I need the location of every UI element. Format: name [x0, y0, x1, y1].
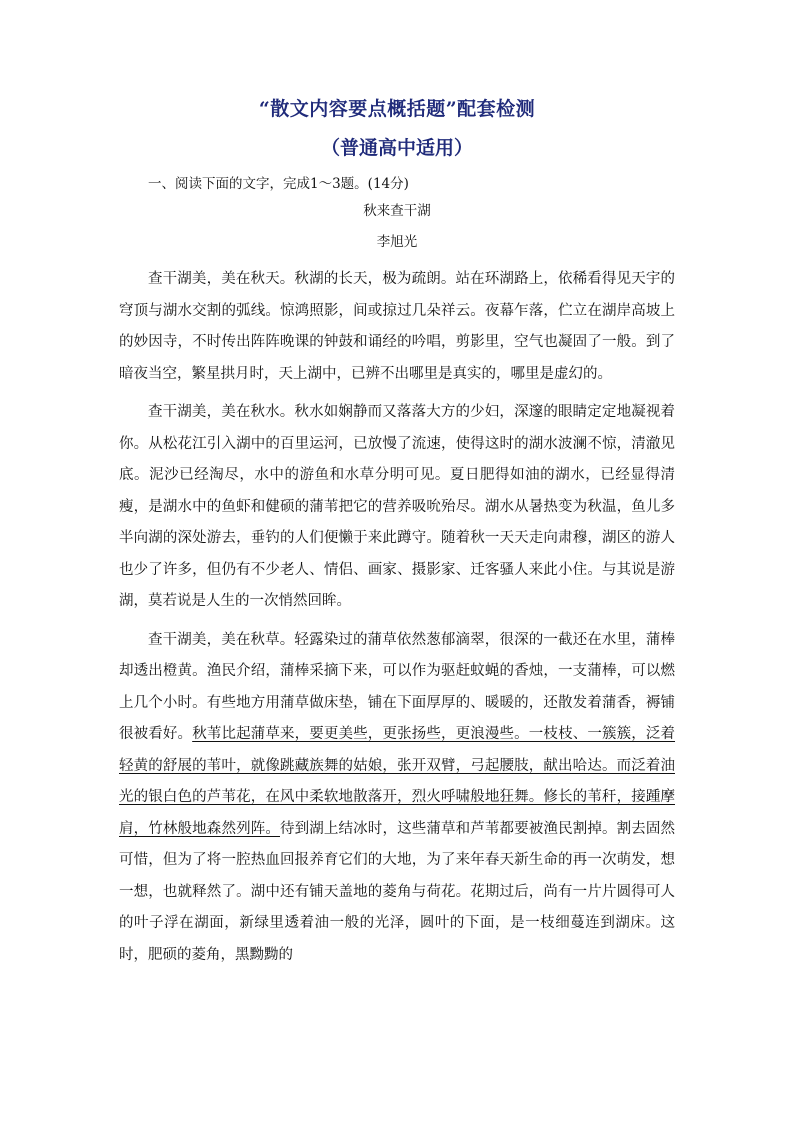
paragraph-1: 查干湖美，美在秋天。秋湖的长天，极为疏朗。站在环湖路上，依稀看得见天宇的穹顶与湖水交割的弧线。惊鸿照影，间或掠过几朵祥云。夜幕乍落，伫立在湖岸高坡上的妙因寺，不时传出阵阵晚课的钟鼓和诵经的吟唱，剪影里，空气也凝固了一般。到了暗夜当空，繁星拱月时，天上湖中，已辨不出哪里是真实的，哪里是虚幻的。	[119, 271, 675, 382]
paragraph-2: 查干湖美，美在秋水。秋水如娴静而又落落大方的少妇，深邃的眼睛定定地凝视着你。从松花江引入湖中的百里运河，已放慢了流速，使得这时的湖水波澜不惊，清澈见底。泥沙已经淘尽，水中的游鱼和水草分明可见。夏日肥得如油的湖水，已经显得清瘦，是湖水中的鱼虾和健硕的蒲苇把它的营养吸吮殆尽。湖水从暑热变为秋温，鱼儿多半向湖的深处游去，垂钓的人们便懒于来此蹲守。随着秋一天天走向肃穆，湖区的游人也少了许多，但仍有不少老人、情侣、画家、摄影家、迁客骚人来此小住。与其说是游湖，莫若说是人生的一次悄然回眸。	[119, 404, 675, 609]
essay-title: 秋来查干湖	[363, 203, 431, 219]
page-subtitle: （普通高中适用）	[320, 137, 473, 159]
essay-body	[119, 264, 675, 978]
paragraph-3	[119, 625, 675, 972]
paragraph-3-text-a: 查干湖美，美在秋草。轻露染过的蒲草依然葱郁滴翠，很深的一截还在水里，蒲棒却透出橙黄。渔民介绍，蒲棒采摘下来，可以作为驱赶蚊蝇的香烛，一支蒲棒，可以燃上几个小时。有些地方用蒲草做床垫，铺在下面厚厚的、暖暖的，还散发着蒲香，褥铺很被看好。	[119, 631, 675, 742]
paragraph-3-text-b: 待到湖上结冰时，这些蒲草和芦苇都要被渔民割掉。割去固然可惜，但为了将一腔热血回报养育它们的大地，为了来年春天新生命的再一次萌发，想一想，也就释然了。湖中还有铺天盖地的菱角与荷花。花期过后，尚有一片片圆得可人的叶子浮在湖面，新绿里透着油一般的光泽，圆叶的下面，是一枝细蔓连到湖床。这时，肥硕的菱角，黑黝黝的	[119, 820, 676, 963]
essay-author: 李旭光	[376, 234, 418, 250]
underlined-passage: 秋苇比起蒲草来，要更美些，更张扬些，更浪漫些。一枝枝、一簇簇，泛着轻黄的舒展的苇叶，就像跳藏族舞的姑娘，张开双臂，弓起腰肢，献出哈达。而泛着油光的银白色的芦苇花，在风中柔软地散落开，烈火呼啸般地狂舞。修长的苇秆，接踵摩肩，竹林般地森然列阵。	[119, 726, 676, 837]
page-title: “散文内容要点概括题”配套检测	[258, 98, 536, 120]
question-instruction: 一、阅读下面的文字，完成1～3题。(14分)	[148, 176, 409, 192]
